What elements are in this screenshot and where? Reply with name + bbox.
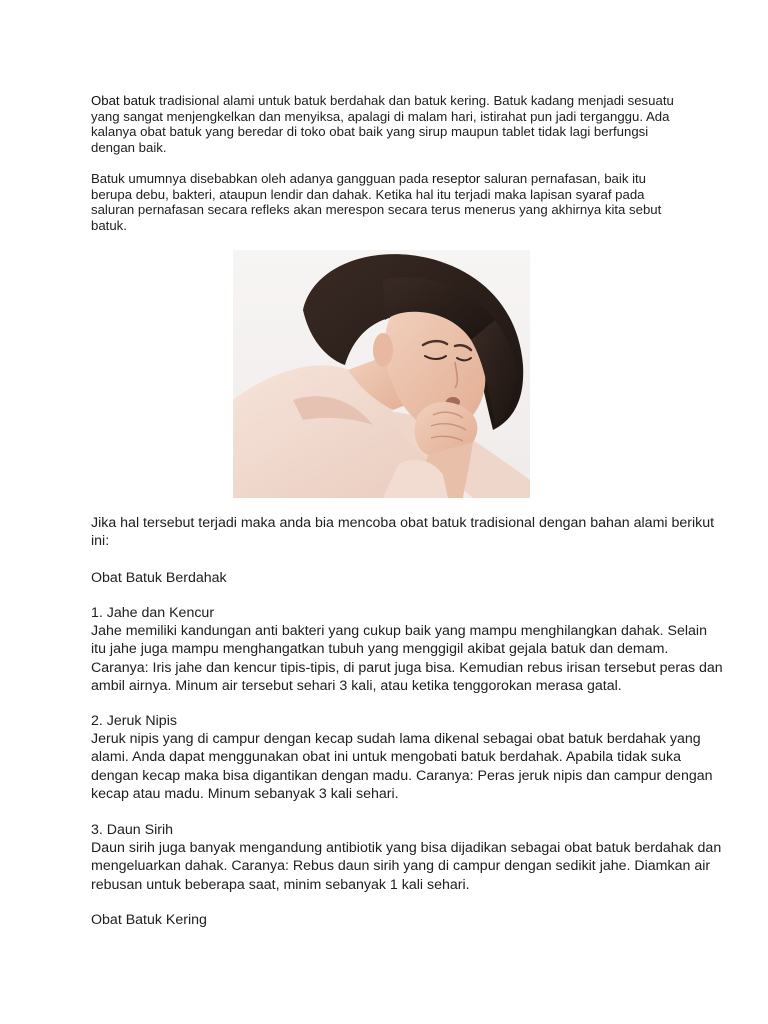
section-line: Daun sirih juga banyak mengandung antibiotik yang bisa dijadikan sebagai obat batuk berdahak dan xyxy=(91,840,722,857)
section-line: alami. Anda dapat menggunakan obat ini untuk mengobati batuk berdahak. Apabila tidak suka xyxy=(91,749,681,766)
intro-paragraph-1 xyxy=(91,93,691,155)
section-line: Caranya: Iris jahe dan kencur tipis-tipis, di parut juga bisa. Kemudian rebus irisan tersebut peras dan xyxy=(91,659,723,676)
section-jahe-dan-kencur xyxy=(91,604,723,695)
intro-p1-line-4: dengan baik. xyxy=(91,139,167,155)
keyword-obat-batuk: Obat batuk xyxy=(91,93,156,108)
coughing-woman-photo xyxy=(233,250,530,498)
intro-p1-line-3: kalanya obat batuk yang beredar di toko obat baik yang sirup maupun tablet tidak lagi berfungsi xyxy=(91,124,649,140)
intro-p1-line-1: Obat batuk tradisional alami untuk batuk berdahak dan batuk kering. Batuk kadang menjadi sesuatu xyxy=(91,93,674,108)
section-title: 2. Jeruk Nipis xyxy=(91,713,177,729)
section-daun-sirih xyxy=(91,821,722,894)
section-line: kecap atau madu. Minum sebanyak 3 kali sehari. xyxy=(91,785,399,802)
section-title: 3. Daun Sirih xyxy=(91,822,174,838)
section-title: 1. Jahe dan Kencur xyxy=(91,605,215,621)
section-line: rebusan untuk beberapa saat, minim sebanyak 1 kali sehari. xyxy=(91,876,470,893)
section-line: mengeluarkan dahak. Caranya: Rebus daun sirih yang di campur dengan sedikit jahe. Diamkan air xyxy=(91,858,711,875)
heading-obat-batuk-kering: Obat Batuk Kering xyxy=(91,912,207,928)
keyword-reseptor: reseptor xyxy=(431,171,481,186)
section-line: Jeruk nipis yang di campur dengan kecap sudah lama dikenal sebagai obat batuk berdahak yang xyxy=(91,731,701,748)
intro-p2-line-1: Batuk umumnya disebabkan oleh adanya gangguan pada reseptor saluran pernafasan, baik itu xyxy=(91,171,647,186)
section-line: Jahe memiliki kandungan anti bakteri yang cukup baik yang mampu menghilangkan dahak. Selain xyxy=(91,623,707,640)
section-line: itu jahe juga mampu menghangatkan tubuh yang menggigil akibat gejala batuk dan demam. xyxy=(91,641,669,658)
section-line: ambil airnya. Minum air tersebut sehari 3 kali, atau ketika tenggorokan merasa gatal. xyxy=(91,677,622,694)
intro-p2-line-4: batuk. xyxy=(91,217,127,233)
section-jeruk-nipis xyxy=(91,712,713,803)
intro-paragraph-2 xyxy=(91,171,691,233)
intro-p2-line-2: berupa debu, bakteri, ataupun lendir dan dahak. Ketika hal itu terjadi maka lapisan syaraf pada xyxy=(91,186,645,202)
intro-p1-line-2: yang sangat menjengkelkan dan menyiksa, apalagi di malam hari, istirahat pun jadi terganggu. Ada xyxy=(91,108,670,124)
heading-obat-batuk-berdahak: Obat Batuk Berdahak xyxy=(91,570,227,586)
lead-in-line-1: Jika hal tersebut terjadi maka anda bia mencoba obat batuk tradisional dengan bahan alami berikut xyxy=(91,515,715,531)
intro-p2-line-3: saluran pernafasan secara refleks akan merespon secara terus menerus yang akhirnya kita sebut xyxy=(91,202,662,218)
lead-in-line-2: ini: xyxy=(91,533,110,550)
lead-in-paragraph xyxy=(91,514,715,550)
section-line: dengan kecap maka bisa digantikan dengan madu. Caranya: Peras jeruk nipis dan campur dengan xyxy=(91,767,713,784)
